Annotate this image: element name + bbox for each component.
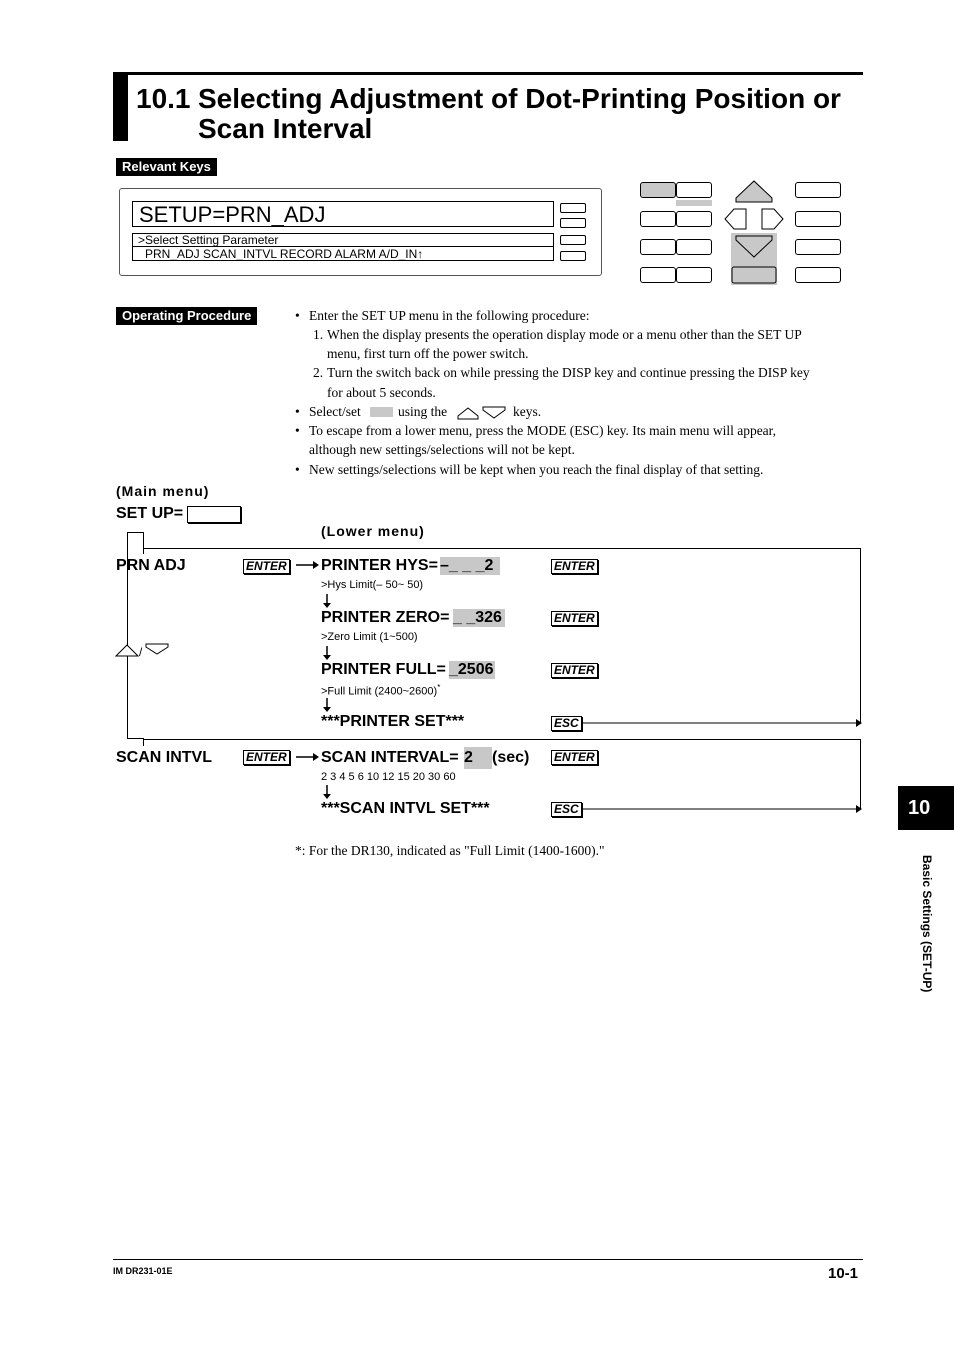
flow-line xyxy=(860,739,861,809)
key[interactable] xyxy=(640,267,676,283)
step-1-line-1: When the display presents the operation display mode or a menu other than the SET UP xyxy=(327,327,802,342)
chapter-side-label xyxy=(906,855,946,1055)
up-down-select-icon xyxy=(115,641,171,659)
flow-line xyxy=(143,532,144,554)
key[interactable] xyxy=(676,182,712,198)
printer-full-label: PRINTER FULL= xyxy=(321,661,446,678)
scan-intvl-label: SCAN INTVL xyxy=(116,749,212,766)
step-1-number: 1. xyxy=(313,327,324,342)
document-id: IM DR231-01E xyxy=(113,1266,173,1276)
title-line-1: Selecting Adjustment of Dot-Printing Position or xyxy=(198,83,841,114)
arrow-keys-icon[interactable] xyxy=(722,178,786,288)
procedure-bullet-3-line-1: To escape from a lower menu, press the MODE (ESC) key. Its main menu will appear, xyxy=(309,423,777,438)
scan-interval-options: 2 3 4 5 6 10 12 15 20 30 60 xyxy=(321,771,456,783)
key[interactable] xyxy=(676,267,712,283)
key-shade xyxy=(676,200,712,206)
arrow-right-icon xyxy=(296,559,320,571)
prn-adj-label: PRN ADJ xyxy=(116,557,186,574)
esc-key-icon: ESC xyxy=(551,802,582,817)
scan-intvl-set-label: ***SCAN INTVL SET*** xyxy=(321,800,490,817)
printer-zero-label: PRINTER ZERO= xyxy=(321,609,450,626)
flow-line xyxy=(127,532,143,533)
printer-full-value: _2506 xyxy=(449,661,494,678)
procedure-bullet-4: New settings/selections will be kept when you reach the final display of that setting. xyxy=(309,462,764,477)
key[interactable] xyxy=(795,211,841,227)
printer-hys-label: PRINTER HYS= xyxy=(321,557,438,574)
key[interactable] xyxy=(676,211,712,227)
lcd-main-line: SETUP=PRN_ADJ xyxy=(132,201,554,227)
title-line-2: Scan Interval xyxy=(198,113,373,144)
page-title xyxy=(136,84,841,144)
key[interactable] xyxy=(795,267,841,283)
main-menu-label: (Main menu) xyxy=(116,483,210,499)
procedure-bullet-2a: Select/set xyxy=(309,404,361,419)
step-1-line-2: menu, first turn off the power switch. xyxy=(327,346,529,361)
procedure-bullet-2b: using the xyxy=(398,404,448,419)
key[interactable] xyxy=(795,239,841,255)
printer-set-label: ***PRINTER SET*** xyxy=(321,713,465,730)
lcd-sub-line-2: PRN_ADJ SCAN_INTVL RECORD ALARM A/D_IN↑ xyxy=(145,247,424,261)
flow-line xyxy=(127,738,143,739)
svg-text:/: / xyxy=(139,645,143,659)
scan-interval-value: 2 xyxy=(464,747,492,769)
lcd-sub-lines xyxy=(132,233,554,261)
lcd-side-button[interactable] xyxy=(560,251,586,261)
flow-line xyxy=(143,739,861,740)
page-number: 10-1 xyxy=(828,1265,859,1282)
key[interactable] xyxy=(640,211,676,227)
bullet-mark: • xyxy=(295,462,300,477)
step-2-line-1: Turn the switch back on while pressing the DISP key and continue pressing the DISP key xyxy=(327,365,810,380)
flow-line xyxy=(143,548,861,549)
lcd-sub-line-1: >Select Setting Parameter xyxy=(133,234,553,247)
key[interactable] xyxy=(676,239,712,255)
operating-procedure-tag: Operating Procedure xyxy=(116,307,257,325)
flow-line xyxy=(860,548,861,723)
full-limit-text: >Full Limit (2400~2600) xyxy=(321,685,438,698)
section-number: 10.1 xyxy=(136,83,191,114)
esc-return-arrow xyxy=(582,804,864,814)
lcd-side-button[interactable] xyxy=(560,235,586,245)
scan-interval-label: SCAN INTERVAL= xyxy=(321,749,459,766)
highlight-swatch xyxy=(370,407,393,417)
procedure-bullet-2c: keys. xyxy=(513,404,542,419)
hys-limit: >Hys Limit(– 50~ 50) xyxy=(321,579,424,591)
arrow-down-icon xyxy=(322,698,332,713)
esc-return-arrow xyxy=(582,718,864,728)
lcd-side-button[interactable] xyxy=(560,218,586,228)
bullet-mark: • xyxy=(295,423,300,438)
setup-value-box xyxy=(187,506,241,523)
printer-hys-value: –_ _ _2 xyxy=(440,557,500,575)
chapter-side-label-text: Basic Settings (SET-UP) xyxy=(920,855,934,993)
enter-key-icon: ENTER xyxy=(551,750,598,765)
arrow-down-icon xyxy=(322,646,332,661)
chapter-tab: 10 xyxy=(898,786,954,830)
lower-menu-label: (Lower menu) xyxy=(321,523,425,539)
key[interactable] xyxy=(640,239,676,255)
arrow-right-icon xyxy=(296,751,320,763)
footer-rule xyxy=(113,1259,863,1260)
enter-key-icon: ENTER xyxy=(243,559,290,574)
mode-key[interactable] xyxy=(640,182,676,198)
arrow-down-icon xyxy=(322,594,332,609)
printer-zero-value: _ _326 xyxy=(453,609,505,627)
full-limit-footnote-mark: * xyxy=(437,683,441,692)
enter-key-icon: ENTER xyxy=(551,611,598,626)
lcd-side-button[interactable] xyxy=(560,203,586,213)
enter-key-icon: ENTER xyxy=(551,663,598,678)
bullet-mark: • xyxy=(295,404,300,419)
step-2-line-2: for about 5 seconds. xyxy=(327,385,436,400)
procedure-bullet-1: Enter the SET UP menu in the following procedure: xyxy=(309,308,590,323)
arrow-down-icon xyxy=(322,785,332,800)
up-down-keys-icon xyxy=(456,404,508,420)
procedure-bullet-3-line-2: although new settings/selections will not be kept. xyxy=(309,442,575,457)
bullet-mark: • xyxy=(295,308,300,323)
step-2-number: 2. xyxy=(313,365,324,380)
enter-key-icon: ENTER xyxy=(551,559,598,574)
relevant-keys-tag: Relevant Keys xyxy=(116,158,217,176)
header-rule xyxy=(113,72,863,75)
footnote: *: For the DR130, indicated as "Full Limit (1400-1600)." xyxy=(295,843,605,858)
enter-key-icon: ENTER xyxy=(243,750,290,765)
scan-interval-unit: (sec) xyxy=(492,749,530,766)
zero-limit: >Zero Limit (1~500) xyxy=(321,631,418,643)
setup-label: SET UP= xyxy=(116,505,184,522)
key[interactable] xyxy=(795,182,841,198)
header-bar xyxy=(113,72,128,141)
full-limit xyxy=(321,683,440,698)
esc-key-icon: ESC xyxy=(551,716,582,731)
